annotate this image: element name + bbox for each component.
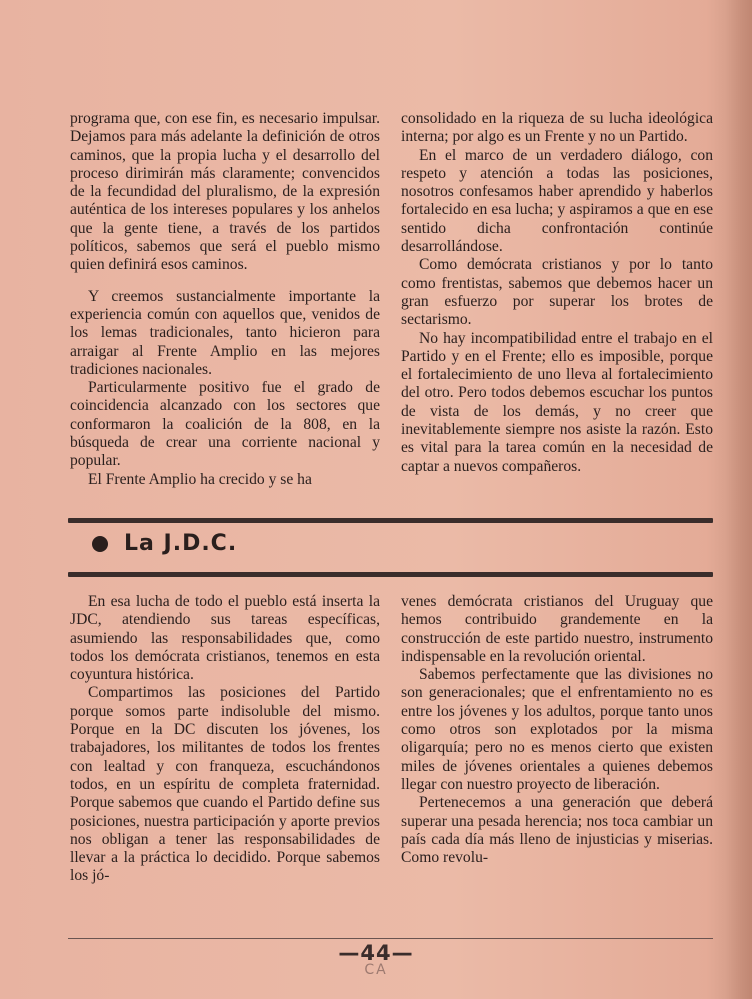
bottom-left-column: [70, 593, 380, 886]
top-left-column: [70, 110, 380, 489]
page-number: —44—: [338, 941, 414, 965]
paragraph: Compartimos las posiciones del Partido porque somos parte indisoluble del mismo. Porque en la DC discuten los jóvenes, los trabajadores, los militantes de todos los frentes con lealtad y con franqueza, escuchándonos todos, en un espíritu de completa fraternidad. Porque sabemos que cuando el Partido define sus posiciones, nuestra participación y aporte previos nos obligan a tener las responsabilidades de llevar a la práctica lo decidido. Porque sabemos los jó-: [70, 684, 380, 885]
paragraph: Sabemos perfectamente que las divisiones no son generacionales; que el enfrentamiento no es entre los jóvenes y los adultos, porque tanto unos como otros son explotados por la misma oligarquía; pero no es menos cierto que existen miles de jóvenes orientales a quienes debemos llegar con nuestro proyecto de liberación.: [401, 666, 713, 793]
paragraph: En esa lucha de todo el pueblo está inserta la JDC, atendiendo sus tareas específicas, asumiendo las responsabilidades que, como todos los demócrata cristianos, tenemos en esta coyuntura histórica.: [70, 593, 380, 684]
paragraph: venes demócrata cristianos del Uruguay que hemos contribuido grandemente en la construcción de este partido nuestro, instrumento indispensable en la revolución oriental.: [401, 593, 713, 665]
paragraph: Y creemos sustancialmente importante la experiencia común con aquellos que, venidos de los lemas tradicionales, tanto hicieron para arraigar al Frente Amplio en las mejores tradiciones nacionales.: [70, 287, 380, 378]
page-edge-shadow: [726, 0, 752, 999]
bullet-icon: [92, 536, 108, 552]
top-right-column: [401, 110, 713, 476]
paragraph: Particularmente positivo fue el grado de coincidencia alcanzado con los sectores que conformaron la coalición de la 808, en la búsqueda de crear una corriente nacional y popular.: [70, 379, 380, 470]
footer-rule: [68, 938, 713, 939]
section-heading: [92, 531, 237, 556]
paragraph: En el marco de un verdadero diálogo, con respeto y atención a todas las posiciones, nosotros confesamos haber aprendido y haberlos fortalecido en esa lucha; y aspiramos a que en ese sentido dicha confrontación continúe desarrollándose.: [401, 146, 713, 256]
paragraph: No hay incompatibilidad entre el trabajo en el Partido y en el Frente; ello es imposible, porque el fortalecimiento de uno lleva al fortalecimiento del otro. Pero todos debemos escuchar los puntos de vista de los demás, y no creer que inevitablemente siempre nos asiste la razón. Esto es vital para la tarea común en la necesidad de captar a nuevos compañeros.: [401, 329, 713, 475]
section-rule-bottom: [68, 572, 713, 577]
paragraph: Como demócrata cristianos y por lo tanto como frentistas, sabemos que debemos hacer un gran esfuerzo por superar los brotes de sectarismo.: [401, 256, 713, 329]
section-title: La J.D.C.: [124, 531, 238, 556]
paragraph: Pertenecemos a una generación que deberá superar una pesada herencia; nos toca cambiar un país cada día más lleno de injusticias y miserias. Como revolu-: [401, 794, 713, 867]
paragraph: programa que, con ese fin, es necesario impulsar. Dejamos para más adelante la definición de otros caminos, que la propia lucha y el desarrollo del proceso dirimirán más claramente; convencidos de la fecundidad del pluralismo, de la expresión auténtica de los intereses populares y los anhelos que la gente tiene, a través de los partidos políticos, sabemos que será el pueblo mismo quien definirá esos caminos.: [70, 110, 380, 274]
section-rule-top: [68, 518, 713, 523]
paragraph: consolidado en la riqueza de su lucha ideológica interna; por algo es un Frente y no un Partido.: [401, 110, 713, 146]
bottom-right-column: [401, 593, 713, 867]
paragraph: El Frente Amplio ha crecido y se ha: [88, 470, 312, 488]
faint-mark: CA: [364, 962, 388, 978]
